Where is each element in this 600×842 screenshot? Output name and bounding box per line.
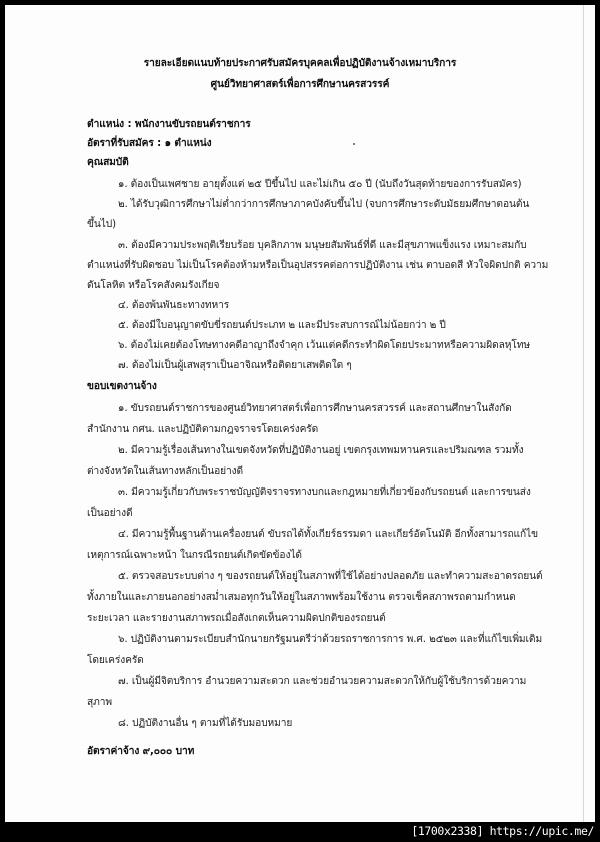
scope-item-cont: เป็นอย่างดี [87, 508, 133, 519]
scope-item: ๕. ตรวจสอบระบบต่าง ๆ ของรถยนต์ให้อยู่ในสภาพที่ใช้ได้อย่างปลอดภัย และทำความสะอาดรถยนต์ [118, 571, 543, 582]
scope-item: ๑. ขับรถยนต์ราชการของศูนย์วิทยาศาสตร์เพื่อการศึกษานครสวรรค์ และสถานศึกษาในสังกัด [118, 403, 512, 414]
qualification-item: ๒. ได้รับวุฒิการศึกษาไม่ต่ำกว่าการศึกษาภาคบังคับขึ้นไป (จบการศึกษาระดับมัธยมศึกษาตอนต้น [118, 199, 530, 210]
document-subtitle: ศูนย์วิทยาศาสตร์เพื่อการศึกษานครสวรรค์ [210, 79, 390, 90]
scope-item-cont: สำนักงาน กศน. และปฏิบัติตามกฎจราจรโดยเคร่งครัด [87, 424, 319, 435]
watermark-text: [1700x2338] https://upic.me/ [411, 824, 594, 838]
position-title: ตำแหน่ง : พนักงานขับรถยนต์ราชการ [87, 119, 251, 130]
document-title: รายละเอียดแนบท้ายประกาศรับสมัครบุคคลเพื่อปฏิบัติงานจ้างเหมาบริการ [143, 58, 457, 69]
scope-item-cont: ระยะเวลา และรายงานสภาพรถเมื่อสังเกตเห็นความผิดปกติของรถยนต์ [87, 613, 386, 624]
openings-count: อัตราที่รับสมัคร : ๑ ตำแหน่ง [87, 138, 212, 149]
qualification-item: ๔. ต้องพ้นพันธะทางทหาร [118, 300, 230, 311]
scope-item: ๖. ปฏิบัติงานตามระเบียบสำนักนายกรัฐมนตรีว่าด้วยรถราชการการ พ.ศ. ๒๕๒๓ และที่แก้ไขเพิ่มเติม [118, 634, 543, 645]
qualification-item-cont: ขึ้นไป) [87, 219, 116, 230]
scope-item-cont: โดยเคร่งครัด [87, 655, 144, 666]
qualification-item-cont: ดันโลหิต หรือโรคสังคมรังเกียจ [87, 280, 220, 291]
image-host-footer [0, 822, 600, 842]
qualification-item: ๕. ต้องมีใบอนุญาตขับขี่รถยนต์ประเภท ๒ และมีประสบการณ์ไม่น้อยกว่า ๒ ปี [118, 320, 446, 331]
qualification-item: ๖. ต้องไม่เคยต้องโทษทางคดีอาญาถึงจำคุก เว้นแต่คดีกระทำผิดโดยประมาทหรือความผิดลหุโทษ [118, 340, 530, 351]
qualifications-heading: คุณสมบัติ [87, 157, 129, 168]
scope-item-cont: ต่างจังหวัดในเส้นทางหลักเป็นอย่างดี [87, 466, 244, 477]
scope-item: ๗. เป็นผู้มีจิตบริการ อำนวยความสะดวก และช่วยอำนวยความสะดวกให้กับผู้ใช้บริการด้วยความ [118, 676, 527, 687]
qualification-item: ๓. ต้องมีความประพฤติเรียบร้อย บุคลิกภาพ มนุษยสัมพันธ์ที่ดี และมีสุขภาพแข็งแรง เหมาะสมกับ [118, 240, 527, 251]
scope-item-cont: สุภาพ [87, 697, 112, 708]
qualification-item-cont: ตำแหน่งที่รับผิดชอบ ไม่เป็นโรคต้องห้ามหรือเป็นอุปสรรคต่อการปฏิบัติงาน เช่น ตาบอดสี หัวใจผิดปกติ ความ [87, 260, 549, 271]
wage-rate: อัตราค่าจ้าง ๙,๐๐๐ บาท [87, 746, 195, 757]
qualification-item: ๑. ต้องเป็นเพศชาย อายุตั้งแต่ ๒๕ ปีขึ้นไป และไม่เกิน ๕๐ ปี (นับถึงวันสุดท้ายของการรับสมัคร) [118, 179, 522, 190]
scope-item: ๒. มีความรู้เรื่องเส้นทางในเขตจังหวัดที่ปฏิบัติงานอยู่ เขตกรุงเทพมหานครและปริมณฑล รวมทั้ง [118, 445, 524, 456]
scope-item: ๘. ปฏิบัติงานอื่น ๆ ตามที่ได้รับมอบหมาย [118, 718, 293, 729]
scan-edge-line [583, 5, 584, 822]
scope-heading: ขอบเขตงานจ้าง [87, 381, 157, 392]
document-page [5, 5, 595, 822]
scan-speck [353, 143, 355, 145]
scope-item-cont: ทั้งภายในและภายนอกอย่างสม่ำเสมอทุกวันให้อยู่ในสภาพพร้อมใช้งาน ตรวจเช็คสภาพรถตามกำหนด [87, 592, 516, 603]
qualification-item: ๗. ต้องไม่เป็นผู้เสพสุราเป็นอาจิณหรือติดยาเสพติดใด ๆ [118, 360, 352, 371]
scope-item-cont: เหตุการณ์เฉพาะหน้า ในกรณีรถยนต์เกิดขัดข้องได้ [87, 550, 302, 561]
scope-item: ๔. มีความรู้พื้นฐานด้านเครื่องยนต์ ขับรถได้ทั้งเกียร์ธรรมดา และเกียร์อัตโนมัติ อีกทั้งสามารถแก้ไข [118, 529, 538, 540]
scope-item: ๓. มีความรู้เกี่ยวกับพระราชบัญญัติจราจรทางบกและกฎหมายที่เกี่ยวข้องกับรถยนต์ และการขนส่ง [118, 487, 531, 498]
